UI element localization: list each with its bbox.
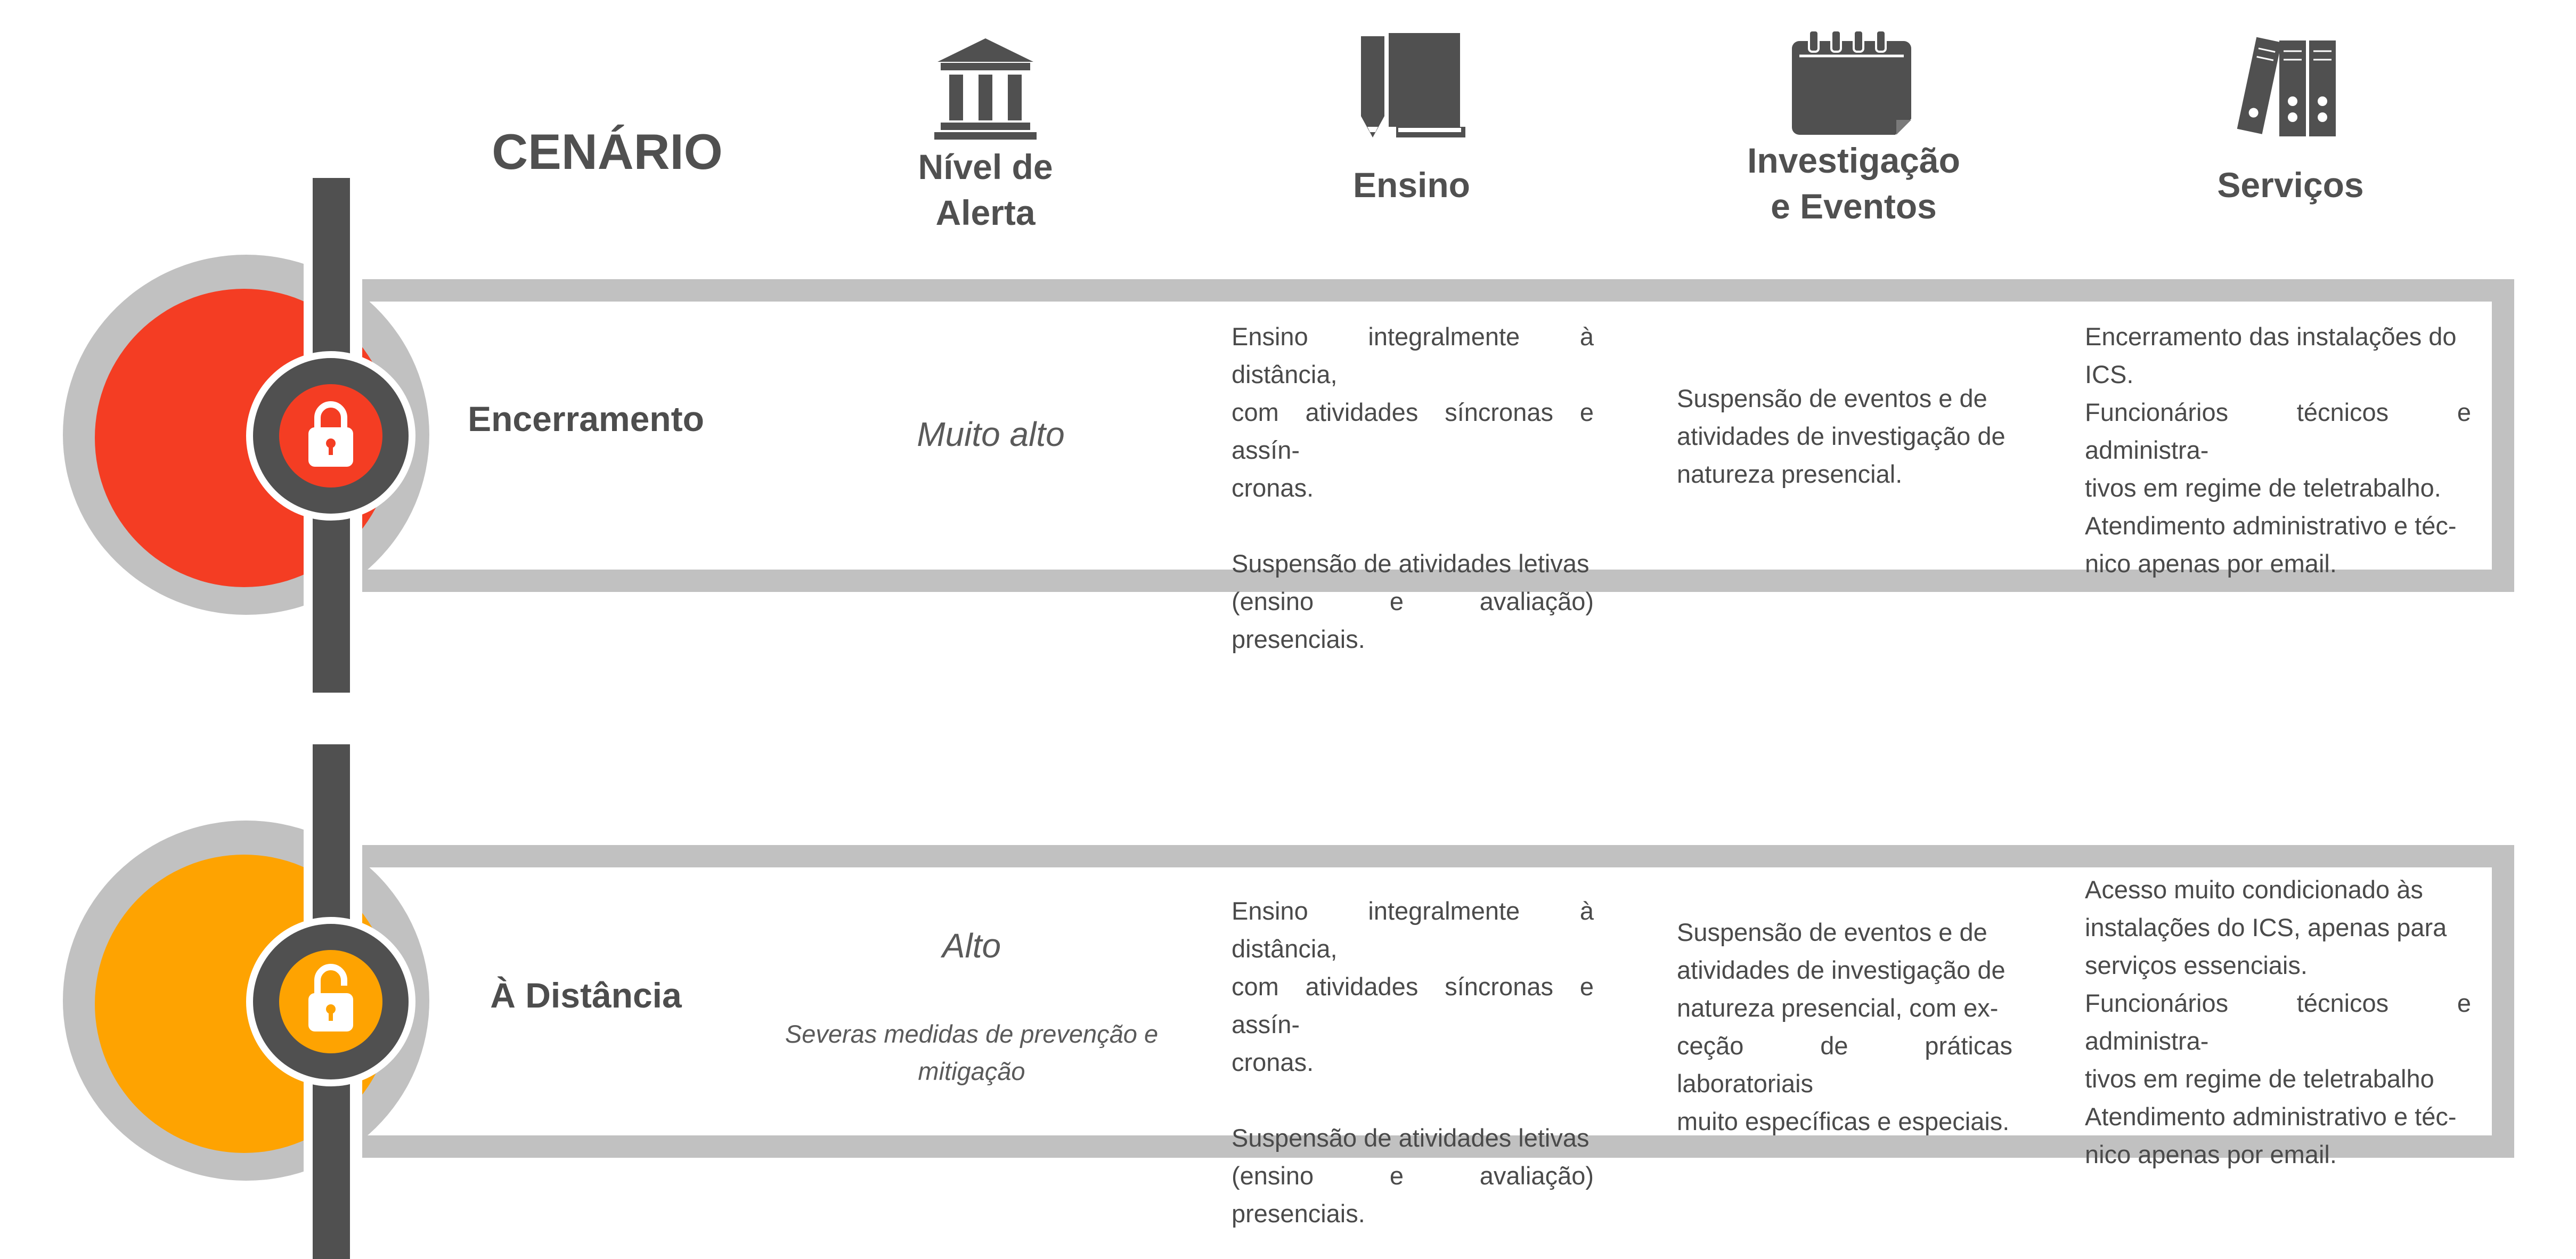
- col-header-alerta-line1: Nível de: [918, 147, 1053, 186]
- col-header-alerta-line2: Alerta: [935, 193, 1036, 232]
- investigacao-cell-encerramento: Suspensão de eventos e de atividades de investigação de natureza presencial.: [1677, 384, 2006, 488]
- alert-level-encerramento: Muito alto: [917, 415, 1065, 453]
- col-header-servicos-line1: Serviços: [2217, 165, 2364, 205]
- ensino-p1-distancia: Ensino integralmente à distância, com atividades síncronas e assín- cronas.: [1232, 897, 1594, 1076]
- ensino-p2-encerramento: Suspensão de atividades letivas (ensino e avaliação) presenciais.: [1232, 549, 1594, 653]
- col-header-ensino: [1305, 162, 1518, 208]
- alert-note-distancia: Severas medidas de prevenção e mitigação: [785, 1020, 1159, 1085]
- ensino-cell-encerramento: [1232, 318, 1594, 658]
- institution-icon: [932, 36, 1039, 140]
- servicos-cell-encerramento: Encerramento das instalações do ICS. Funcionários técnicos e administra- tivos em regime de teletrabalho. Atendimento administrativo e téc- nico apenas por email.: [2085, 322, 2471, 578]
- scenario-header: CENÁRIO: [492, 124, 723, 180]
- ensino-p2-distancia: Suspensão de atividades letivas (ensino e avaliação) presenciais.: [1232, 1124, 1594, 1228]
- col-header-investigacao-line2: e Eventos: [1771, 186, 1937, 226]
- calendar-icon: [1790, 29, 1913, 136]
- book-icon: [1361, 33, 1468, 140]
- col-header-investigacao: [1705, 137, 2003, 229]
- binders-icon: [2235, 33, 2341, 140]
- servicos-cell-distancia: Acesso muito condicionado às instalações do ICS, apenas para serviços essenciais. Funcionários técnicos e administra- tivos em regime de teletrabalho Atendimento administrativo e téc- nico apenas por email.: [2085, 875, 2471, 1168]
- investigacao-cell-distancia: Suspensão de eventos e de atividades de investigação de natureza presencial, com ex- ceção de práticas laboratoriais muito específicas e especiais.: [1677, 918, 2012, 1135]
- scenario-name-distancia: À Distância: [490, 976, 682, 1015]
- ensino-cell-distancia: [1232, 892, 1594, 1232]
- col-header-ensino-line1: Ensino: [1352, 165, 1470, 205]
- scenario-name-encerramento: Encerramento: [468, 399, 704, 438]
- alert-level-distancia: Alto: [942, 927, 1001, 965]
- locked-padlock-icon: [304, 395, 357, 470]
- ensino-p1-encerramento: Ensino integralmente à distância, com atividades síncronas e assín- cronas.: [1232, 322, 1594, 502]
- unlocked-padlock-icon: [304, 959, 357, 1034]
- col-header-alerta: [874, 144, 1097, 235]
- col-header-servicos: [2184, 162, 2397, 208]
- col-header-investigacao-line1: Investigação: [1747, 141, 1960, 180]
